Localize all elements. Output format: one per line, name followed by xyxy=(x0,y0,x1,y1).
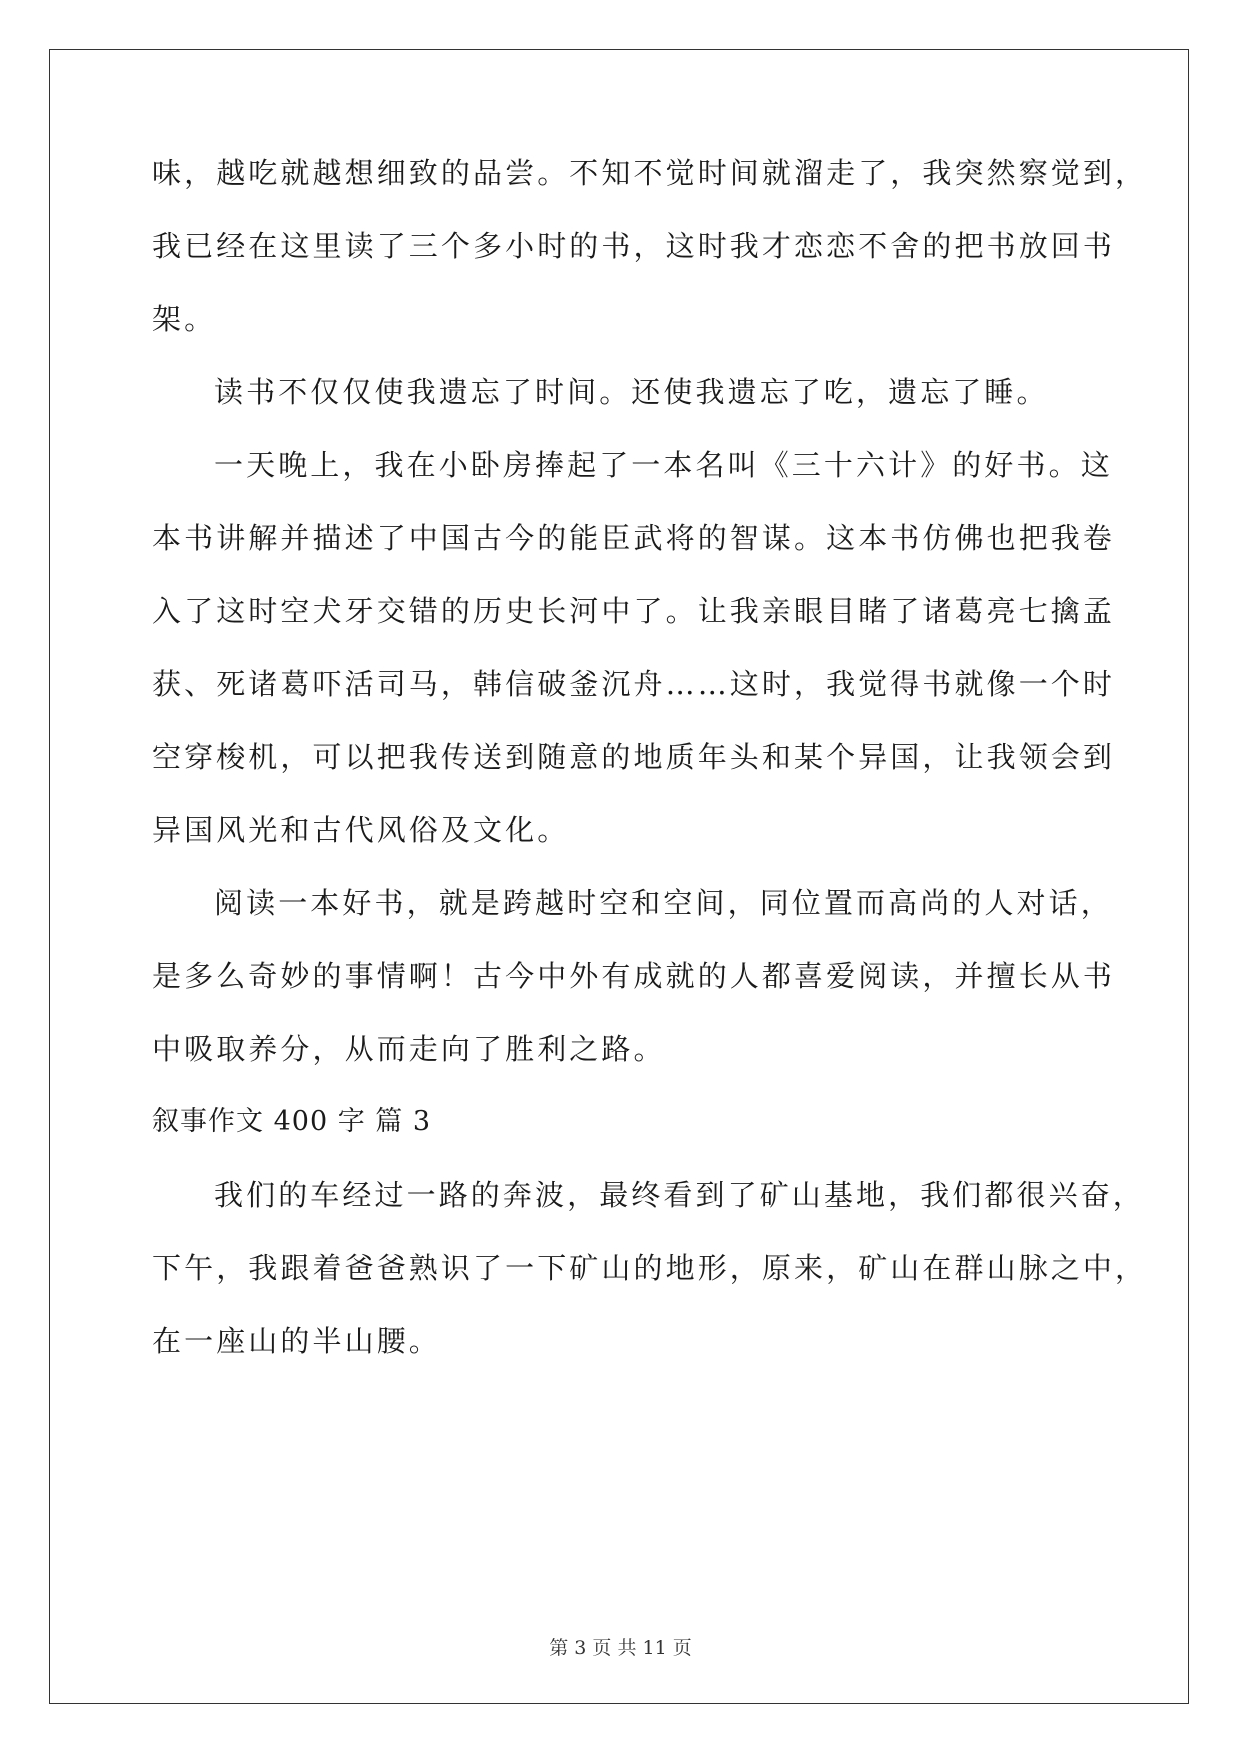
paragraph-line: 异国风光和古代风俗及文化。 xyxy=(152,813,570,847)
paragraph-line: 下午，我跟着爸爸熟识了一下矿山的地形，原来，矿山在群山脉之中， xyxy=(152,1251,1148,1285)
section-heading: 叙事作文 400 字 篇 3 xyxy=(152,1106,432,1137)
paragraph-line: 味，越吃就越想细致的品尝。不知不觉时间就溜走了，我突然察觉到， xyxy=(152,156,1148,190)
paragraph-line: 入了这时空犬牙交错的历史长河中了。让我亲眼目睹了诸葛亮七擒孟 xyxy=(152,594,1116,628)
paragraph-line: 本书讲解并描述了中国古今的能臣武将的智谋。这本书仿佛也把我卷 xyxy=(152,521,1116,555)
paragraph-line: 在一座山的半山腰。 xyxy=(152,1324,441,1358)
paragraph-line: 我们的车经过一路的奔波，最终看到了矿山基地，我们都很兴奋， xyxy=(214,1178,1145,1212)
page-number-footer: 第 3 页 共 11 页 xyxy=(549,1637,692,1659)
paragraph-line: 空穿梭机，可以把我传送到随意的地质年头和某个异国，让我领会到 xyxy=(152,740,1116,774)
paragraph-line: 一天晚上，我在小卧房捧起了一本名叫《三十六计》的好书。这 xyxy=(214,448,1113,482)
paragraph-line: 我已经在这里读了三个多小时的书，这时我才恋恋不舍的把书放回书 xyxy=(152,229,1116,263)
paragraph-line: 阅读一本好书，就是跨越时空和空间，同位置而高尚的人对话， xyxy=(214,886,1113,920)
paragraph-line: 中吸取养分，从而走向了胜利之路。 xyxy=(152,1032,666,1066)
paragraph-line: 是多么奇妙的事情啊！古今中外有成就的人都喜爱阅读，并擅长从书 xyxy=(152,959,1116,993)
paragraph-line: 读书不仅仅使我遗忘了时间。还使我遗忘了吃，遗忘了睡。 xyxy=(214,375,1049,409)
page-border xyxy=(49,49,1189,1704)
paragraph-line: 架。 xyxy=(152,302,217,336)
paragraph-line: 获、死诸葛吓活司马，韩信破釜沉舟……这时，我觉得书就像一个时 xyxy=(152,667,1116,701)
